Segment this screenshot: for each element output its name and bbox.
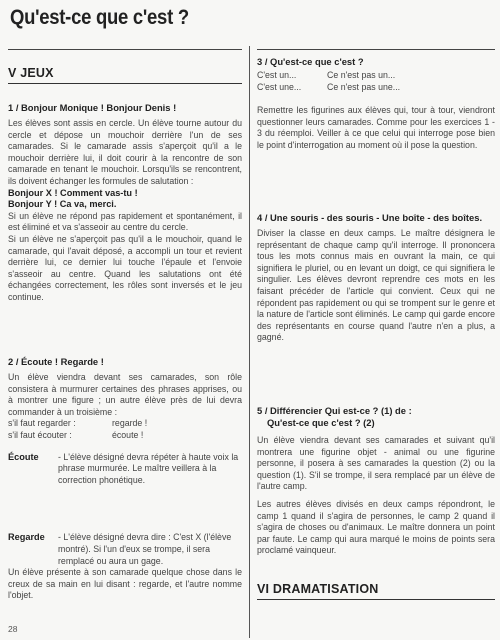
model-affirmative: C'est un... <box>257 70 297 80</box>
exercise-1-paragraph: Si un élève ne répond pas rapidement et spontanément, il est éliminé et va s'asseoir au centre du cercle. <box>8 210 242 233</box>
regarde-text: - L'élève désigné devra dire : C'est X (l'élève montré). Si l'un d'eux se trompe, il sera remplacé ou aura un gage. <box>58 532 232 566</box>
command-row <box>8 418 242 430</box>
exercise-3-paragraph: Remettre les figurines aux élèves qui, tour à tour, viendront questionner leurs camarades. Comme pour les exercices 1 - 3 du réemploi. Veiller à ce que celui qui interroge pose bien le point d'interrogation au moment où il pose la question. <box>257 105 495 150</box>
command-row <box>8 430 242 442</box>
regarde-label: Regarde <box>8 532 45 543</box>
ecoute-text: - L'élève désigné devra répéter à haute voix la phrase murmurée. Le maître veillera à la correction phonétique. <box>58 451 239 485</box>
model-negative: Ce n'est pas un... <box>327 70 396 80</box>
model-row <box>257 70 495 82</box>
page-title: Qu'est-ce que c'est ? <box>10 6 189 29</box>
regarde-rule <box>8 532 242 567</box>
exercise-5-paragraph: Les autres élèves divisés en deux camps répondront, le camp 1 quand il s'agira de personnes, le camp 2 quand il s'agira de choses ou d'animaux. Le maître donnera un point par faute. Le camp qui aura marqué le moins de points sera proclamé vainqueur. <box>257 498 495 556</box>
exercise-2-heading: 2 / Écoute ! Regarde ! <box>8 356 104 367</box>
exercise-2-paragraph: Un élève présente à son camarade quelque chose dans le creux de sa main en lui disant : regarde, et l'autre nomme l'objet. <box>8 567 242 601</box>
exercise-1 <box>8 102 242 304</box>
exercise-4-paragraph: Diviser la classe en deux camps. Le maître désignera le représentant de chaque camp qu'il interroge. Il prononcera tous les mots connus mais en ouvrant la main, ce qui signifiera le pluriel, ou en levant un doigt, ce qui signifiera le singulier. Les élèves devront reprendre ces mots en les faisant précéder de l'article qui convient. Ceux qui ne répondent pas rapidement ou qui se trompent sur le genre et la nature de l'article sont éliminés. Le camp qui garde encore des représentants en course quand l'autre n'en a plus, a gagné. <box>257 228 495 343</box>
exercise-1-paragraph: Les élèves sont assis en cercle. Un élève tourne autour du cercle et dépose un mouchoir derrière l'un de ses camarades. Si le camarade assis s'aperçoit qu'il a le mouchoir derrière lui, il doit courir à la rencontre de son camarade en tenant le mouchoir. Lorsqu'ils se rencontrent, ils doivent échanger les formules de salutation : <box>8 118 242 186</box>
page-number: 28 <box>8 624 18 634</box>
ecoute-label: Écoute <box>8 451 39 462</box>
exercise-3-heading: 3 / Qu'est-ce que c'est ? <box>257 56 364 67</box>
model-affirmative: C'est une... <box>257 81 302 92</box>
exercise-3 <box>257 56 495 152</box>
column-rule-left <box>8 49 242 50</box>
column-divider <box>249 46 250 638</box>
exercise-5-heading-2: Qu'est-ce que c'est ? (2) <box>267 417 375 428</box>
model-row <box>257 82 495 94</box>
greeting-line-2: Bonjour Y ! Ca va, merci. <box>8 199 117 210</box>
command-word: regarde ! <box>112 418 148 429</box>
command-word: écoute ! <box>112 429 144 440</box>
exercise-1-paragraph: Si un élève ne s'aperçoit pas qu'il a le mouchoir, quand le camarade, qui l'avait déposé, a accompli un tour et revient derrière lui, ce dernier lui touche l'épaule et l'envoie s'asseoir au centre. Quand les salutations ont été échangées correctement, les rôles sont inversés et le jeu continue. <box>8 233 242 302</box>
model-negative: Ce n'est pas une... <box>327 81 401 92</box>
exercise-1-heading: 1 / Bonjour Monique ! Bonjour Denis ! <box>8 102 177 113</box>
ecoute-rule <box>8 452 242 487</box>
column-rule-right <box>257 49 495 50</box>
command-condition: s'il faut écouter : <box>8 429 72 440</box>
exercise-4 <box>257 212 495 344</box>
exercise-5-paragraph: Un élève viendra devant ses camarades et suivant qu'il montrera une figurine objet - animal ou une figurine personne, il posera à ses camarades la question (2) ou la question (1). S'il se trompe, il sera remplacé par un élève de l'autre camp. <box>257 435 495 492</box>
section-heading-jeux: V JEUX <box>8 66 242 84</box>
exercise-5-heading: 5 / Différencier Qui est-ce ? (1) de : <box>257 405 412 416</box>
section-heading-dramatisation: VI DRAMATISATION <box>257 582 495 600</box>
command-condition: s'il faut regarder : <box>8 418 76 429</box>
exercise-5 <box>257 405 495 557</box>
exercise-4-heading: 4 / Une souris - des souris - Une boîte - des boîtes. <box>257 212 483 223</box>
exercise-2 <box>8 356 242 602</box>
exercise-2-paragraph: Un élève viendra devant ses camarades, son rôle consistera à murmurer certaines des phrases apprises, ou à montrer une figure ; un autre élève près de lui devra commander à un troisième : <box>8 372 242 417</box>
greeting-line-1: Bonjour X ! Comment vas-tu ! <box>8 187 138 198</box>
